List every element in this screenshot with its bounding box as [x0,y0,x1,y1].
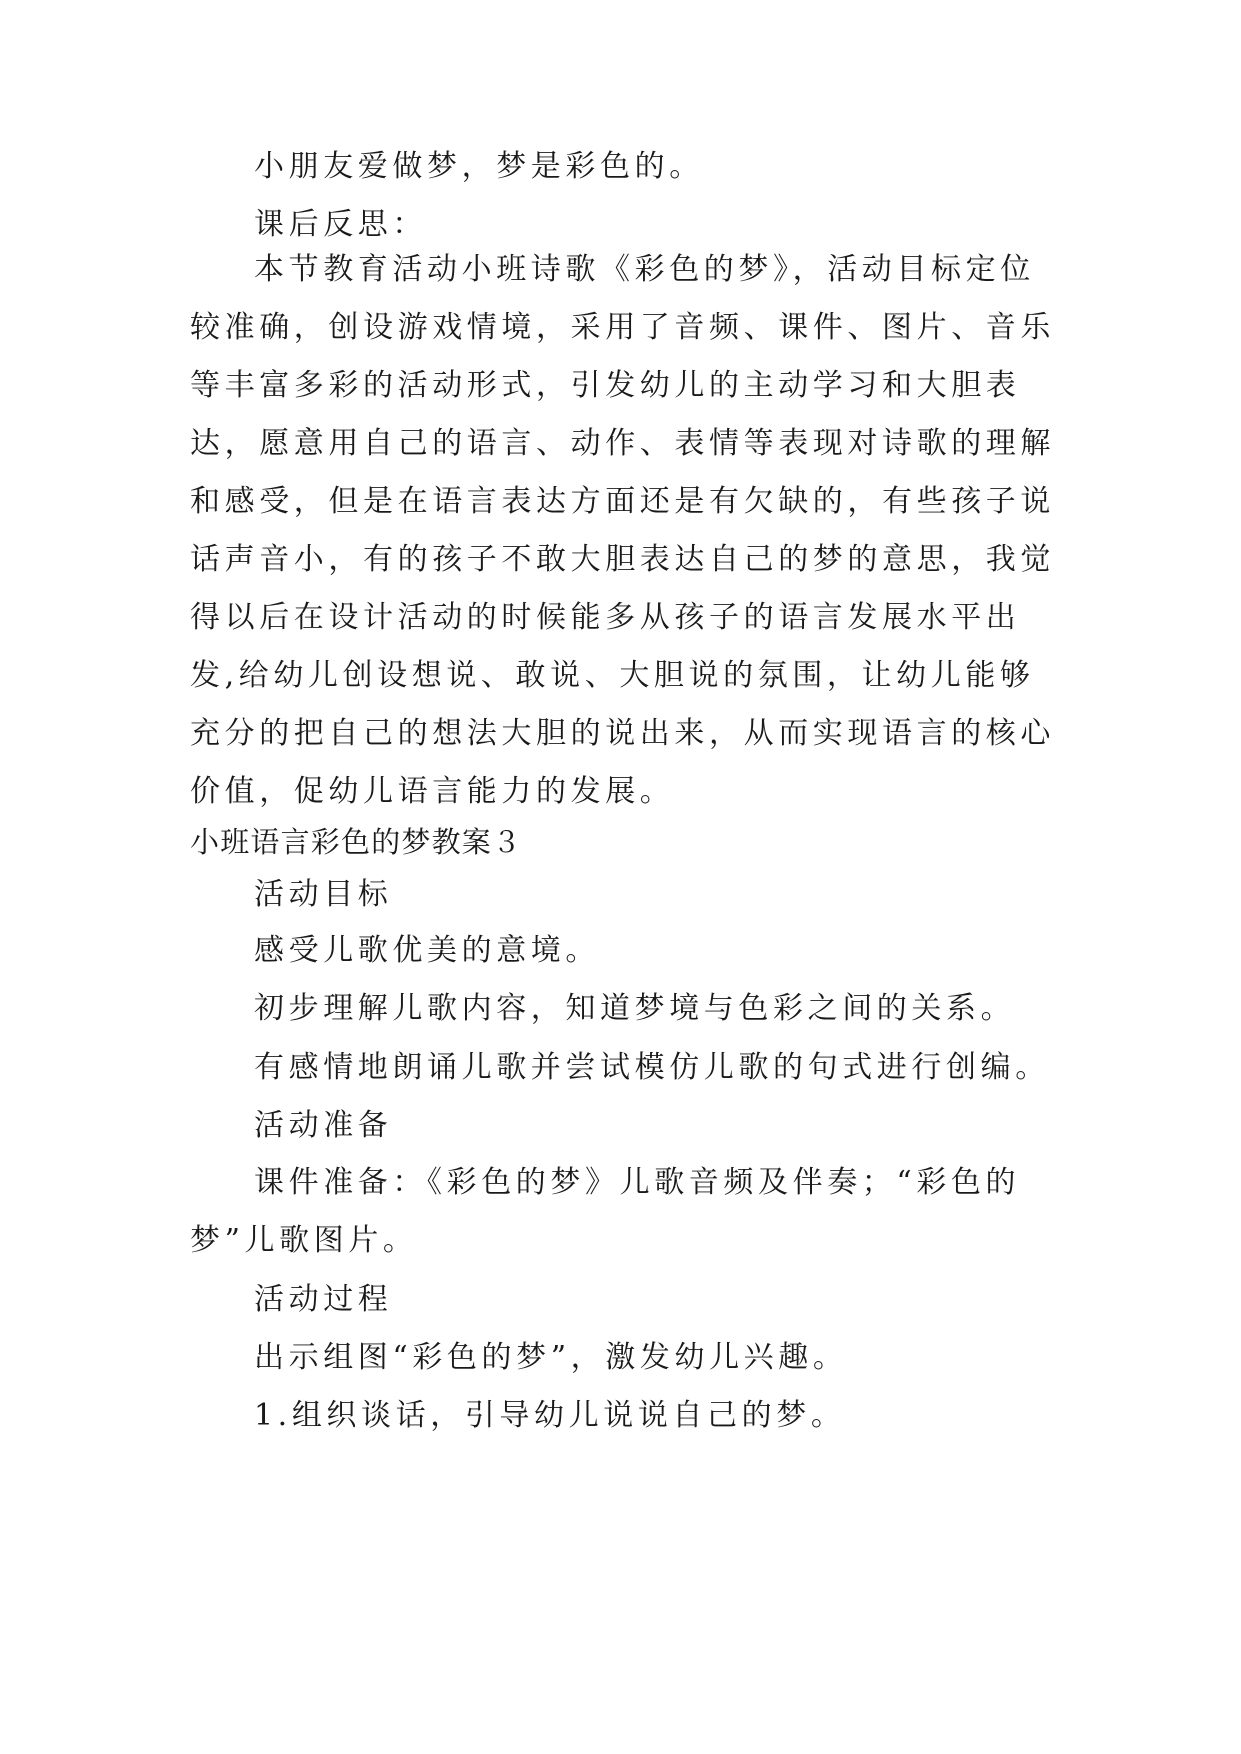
reflection-paragraph: 本节教育活动小班诗歌《彩色的梦》，活动目标定位较准确，创设游戏情境，采用了音频、课件、图片、音乐等丰富多彩的活动形式，引发幼儿的主动学习和大胆表达，愿意用自己的语言、动作、表情等表现对诗歌的理解和感受，但是在语言表达方面还是有欠缺的，有些孩子说话声音小，有的孩子不敢大胆表达自己的梦的意思，我觉得以后在设计活动的时候能多从孩子的语言发展水平出发,给幼儿创设想说、敢说、大胆说的氛围，让幼儿能够充分的把自己的想法大胆的说出来，从而实现语言的核心价值，促幼儿语言能力的发展。 [190,252,1055,809]
preparation-paragraph: 课件准备：《彩色的梦》儿歌音频及伴奏；“彩色的梦”儿歌图片。 [190,1165,1021,1258]
dream-line: 小朋友爱做梦，梦是彩色的。 [254,149,704,184]
process-step-1: 1.组织谈话，引导幼儿说说自己的梦。 [254,1398,846,1433]
section-title: 小班语言彩色的梦教案３ [190,825,523,859]
goal-item-2: 初步理解儿歌内容，知道梦境与色彩之间的关系。 [254,991,1016,1026]
process-intro: 出示组图“彩色的梦”，激发幼儿兴趣。 [254,1340,848,1375]
process-heading: 活动过程 [254,1282,393,1317]
goals-heading: 活动目标 [254,877,393,912]
preparation-heading: 活动准备 [254,1108,393,1143]
goal-item-1: 感受儿歌优美的意境。 [254,933,600,968]
reflection-label: 课后反思： [254,207,427,242]
goal-item-3: 有感情地朗诵儿歌并尝试模仿儿歌的句式进行创编。 [254,1050,1050,1085]
